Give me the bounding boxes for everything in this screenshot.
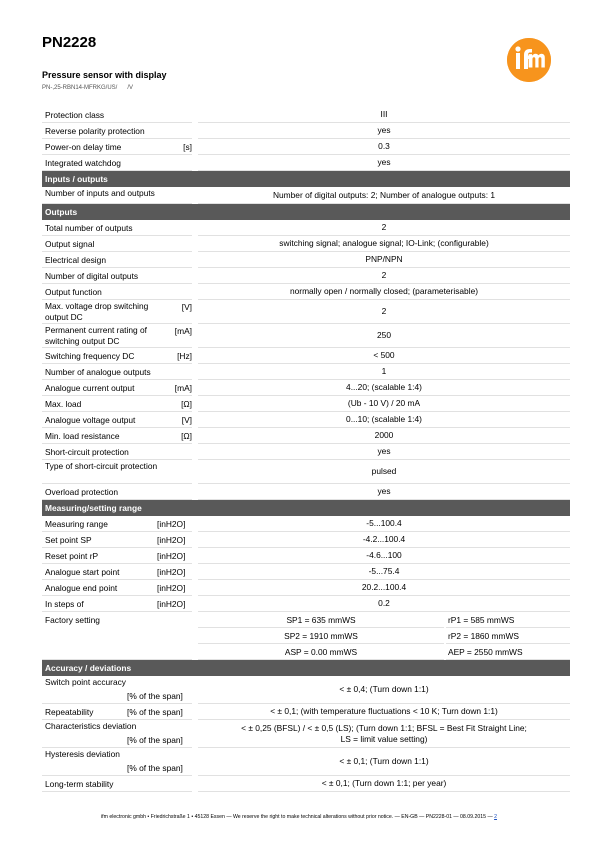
spec-row [42, 380, 570, 396]
spec-label-cell [42, 444, 192, 460]
spec-value: < ± 0,4; (Turn down 1:1) [198, 676, 570, 704]
spec-unit: [inH2O] [157, 567, 186, 577]
spec-label: Electrical design [45, 255, 106, 265]
spec-value: 4...20; (scalable 1:4) [198, 380, 570, 396]
spec-row [42, 548, 570, 564]
spec-value: < ± 0,1; (Turn down 1:1) [198, 748, 570, 776]
spec-label-cell [42, 324, 192, 348]
spec-value: < ± 0,25 (BFSL) / < ± 0,5 (LS); (Turn down 1:1; BFSL = Best Fit Straight Line; LS = limit value setting) [198, 720, 570, 748]
section-header: Outputs [42, 204, 570, 220]
spec-label: Set point SP [45, 535, 92, 545]
spec-unit: [inH2O] [157, 519, 186, 529]
spec-label-cell [42, 364, 192, 380]
spec-row [42, 748, 570, 776]
spec-value: pulsed [198, 460, 570, 484]
spec-label-cell [42, 428, 192, 444]
spec-value: -4.6...100 [198, 548, 570, 564]
factory-setting-label: Factory setting [45, 615, 100, 625]
spec-unit: [Hz] [177, 351, 192, 361]
spec-label-cell [42, 412, 192, 428]
section-header: Inputs / outputs [42, 171, 570, 187]
spec-label-cell [42, 776, 192, 792]
factory-setting-value: ASP = 0.00 mmWS [198, 644, 444, 660]
spec-row [42, 720, 570, 748]
spec-value: 2 [198, 268, 570, 284]
spec-row [42, 324, 570, 348]
spec-value: < ± 0,1; (Turn down 1:1; per year) [198, 776, 570, 792]
spec-label: Number of digital outputs [45, 271, 139, 281]
product-code-suffix: /V [127, 85, 134, 91]
spec-label: Total number of outputs [45, 223, 133, 233]
spec-label: Min. load resistance [45, 431, 120, 441]
spec-unit: [inH2O] [157, 599, 186, 609]
spec-value: 2 [198, 220, 570, 236]
spec-label-cell [42, 300, 192, 324]
spec-value: 2000 [198, 428, 570, 444]
spec-label: Number of inputs and outputs [45, 188, 155, 198]
spec-label: Protection class [45, 110, 105, 120]
spec-unit: [% of the span] [127, 691, 183, 701]
spec-label-cell [42, 139, 192, 155]
spec-label-cell [42, 107, 192, 123]
spec-unit: [Ω] [181, 399, 192, 409]
spec-unit: [V] [181, 302, 192, 312]
spec-value: < ± 0,1; (with temperature fluctuations < 10 K; Turn down 1:1) [198, 704, 570, 720]
spec-label: Characteristics deviation [45, 721, 137, 731]
spec-unit: [s] [183, 142, 192, 152]
spec-value: yes [198, 123, 570, 139]
spec-label: Repeatability [45, 707, 94, 717]
spec-unit: [inH2O] [157, 583, 186, 593]
factory-setting-value: SP2 = 1910 mmWS [198, 628, 444, 644]
spec-value: 0.3 [198, 139, 570, 155]
factory-setting-value: rP1 = 585 mmWS [446, 612, 570, 628]
spec-row [42, 236, 570, 252]
spec-label-cell [42, 396, 192, 412]
spec-unit: [% of the span] [127, 763, 183, 773]
spec-label: Output function [45, 287, 102, 297]
spec-label: Short-circuit protection [45, 447, 129, 457]
spec-row [42, 580, 570, 596]
spec-label-cell [42, 612, 192, 660]
spec-label-cell [42, 252, 192, 268]
spec-label: Output signal [45, 239, 95, 249]
spec-value: III [198, 107, 570, 123]
spec-value: 1 [198, 364, 570, 380]
spec-label: Analogue voltage output [45, 415, 136, 425]
spec-label-cell [42, 284, 192, 300]
spec-label-cell [42, 460, 192, 484]
spec-row [42, 676, 570, 704]
spec-value: yes [198, 484, 570, 500]
spec-label: Analogue start point [45, 567, 120, 577]
spec-unit: [Ω] [181, 431, 192, 441]
spec-label: In steps of [45, 599, 84, 609]
spec-row [42, 220, 570, 236]
spec-row [42, 300, 570, 324]
spec-label: Analogue end point [45, 583, 118, 593]
spec-value: 20.2...100.4 [198, 580, 570, 596]
spec-label: Max. load [45, 399, 82, 409]
spec-row [42, 268, 570, 284]
spec-label: Long-term stability [45, 779, 114, 789]
spec-value: yes [198, 155, 570, 171]
spec-label: Analogue current output [45, 383, 135, 393]
spec-row [42, 428, 570, 444]
spec-row [42, 155, 570, 171]
spec-label-cell [42, 155, 192, 171]
spec-row [42, 564, 570, 580]
spec-row [42, 444, 570, 460]
spec-row [42, 704, 570, 720]
spec-value: < 500 [198, 348, 570, 364]
spec-row [42, 123, 570, 139]
product-subtitle: Pressure sensor with display [42, 70, 167, 80]
spec-label-cell [42, 348, 192, 364]
spec-unit: [inH2O] [157, 535, 186, 545]
spec-label: Max. voltage drop switching output DC [45, 301, 149, 322]
ifm-logo [507, 38, 551, 82]
spec-row [42, 412, 570, 428]
spec-label: Type of short-circuit protection [45, 461, 158, 471]
spec-unit: [inH2O] [157, 551, 186, 561]
spec-table [42, 107, 570, 792]
spec-label-cell [42, 484, 192, 500]
spec-row [42, 532, 570, 548]
spec-value: (Ub - 10 V) / 20 mA [198, 396, 570, 412]
spec-row [42, 396, 570, 412]
spec-row [42, 139, 570, 155]
spec-row [42, 484, 570, 500]
spec-label-cell [42, 268, 192, 284]
spec-value: -5...75.4 [198, 564, 570, 580]
factory-setting-row [42, 612, 570, 660]
factory-setting-value: SP1 = 635 mmWS [198, 612, 444, 628]
section-header: Measuring/setting range [42, 500, 570, 516]
spec-label: Number of analogue outputs [45, 367, 151, 377]
spec-value: Number of digital outputs: 2; Number of analogue outputs: 1 [198, 187, 570, 204]
spec-label-cell [42, 236, 192, 252]
spec-label: Overload protection [45, 487, 119, 497]
spec-row [42, 460, 570, 484]
spec-label-cell [42, 220, 192, 236]
spec-value: 0...10; (scalable 1:4) [198, 412, 570, 428]
spec-value: -4.2...100.4 [198, 532, 570, 548]
spec-label: Integrated watchdog [45, 158, 121, 168]
product-code [42, 85, 133, 91]
spec-value: PNP/NPN [198, 252, 570, 268]
spec-label: Power-on delay time [45, 142, 122, 152]
spec-label: Reverse polarity protection [45, 126, 145, 136]
spec-value: switching signal; analogue signal; IO-Link; (configurable) [198, 236, 570, 252]
spec-value: normally open / normally closed; (parameterisable) [198, 284, 570, 300]
factory-setting-value: AEP = 2550 mmWS [446, 644, 570, 660]
product-title: PN2228 [42, 34, 97, 51]
spec-row [42, 284, 570, 300]
spec-row [42, 516, 570, 532]
spec-label-cell [42, 380, 192, 396]
spec-unit: [mA] [174, 383, 192, 393]
spec-label: Reset point rP [45, 551, 99, 561]
spec-row [42, 252, 570, 268]
spec-value: yes [198, 444, 570, 460]
spec-unit: [% of the span] [127, 735, 183, 745]
section-header: Accuracy / deviations [42, 660, 570, 676]
spec-value: -5...100.4 [198, 516, 570, 532]
spec-row [42, 107, 570, 123]
spec-label: Permanent current rating of switching output DC [45, 325, 147, 346]
page-number-link[interactable]: 2 [494, 814, 497, 820]
spec-unit: [V] [181, 415, 192, 425]
spec-row [42, 348, 570, 364]
spec-row [42, 364, 570, 380]
spec-label: Switch point accuracy [45, 677, 126, 687]
spec-row [42, 776, 570, 792]
spec-row [42, 596, 570, 612]
spec-row [42, 187, 570, 204]
page-footer [0, 814, 598, 820]
spec-label: Measuring range [45, 519, 108, 529]
product-code-main: PN-,25-RBN14-MFRKG/US/ [42, 85, 118, 91]
spec-label-cell [42, 187, 192, 204]
spec-value: 250 [198, 324, 570, 348]
spec-label: Hysteresis deviation [45, 749, 120, 759]
spec-value: 0.2 [198, 596, 570, 612]
spec-unit: [% of the span] [127, 707, 183, 717]
spec-label: Switching frequency DC [45, 351, 135, 361]
factory-setting-value: rP2 = 1860 mmWS [446, 628, 570, 644]
footer-text: ifm electronic gmbh • Friedrichstraße 1 • 45128 Essen — We reserve the right to make technical alterations without prior notice. — EN-GB — PN2228-01 — 08.09.2015 — [101, 814, 493, 820]
spec-value: 2 [198, 300, 570, 324]
spec-unit: [mA] [174, 326, 192, 336]
spec-label-cell [42, 123, 192, 139]
